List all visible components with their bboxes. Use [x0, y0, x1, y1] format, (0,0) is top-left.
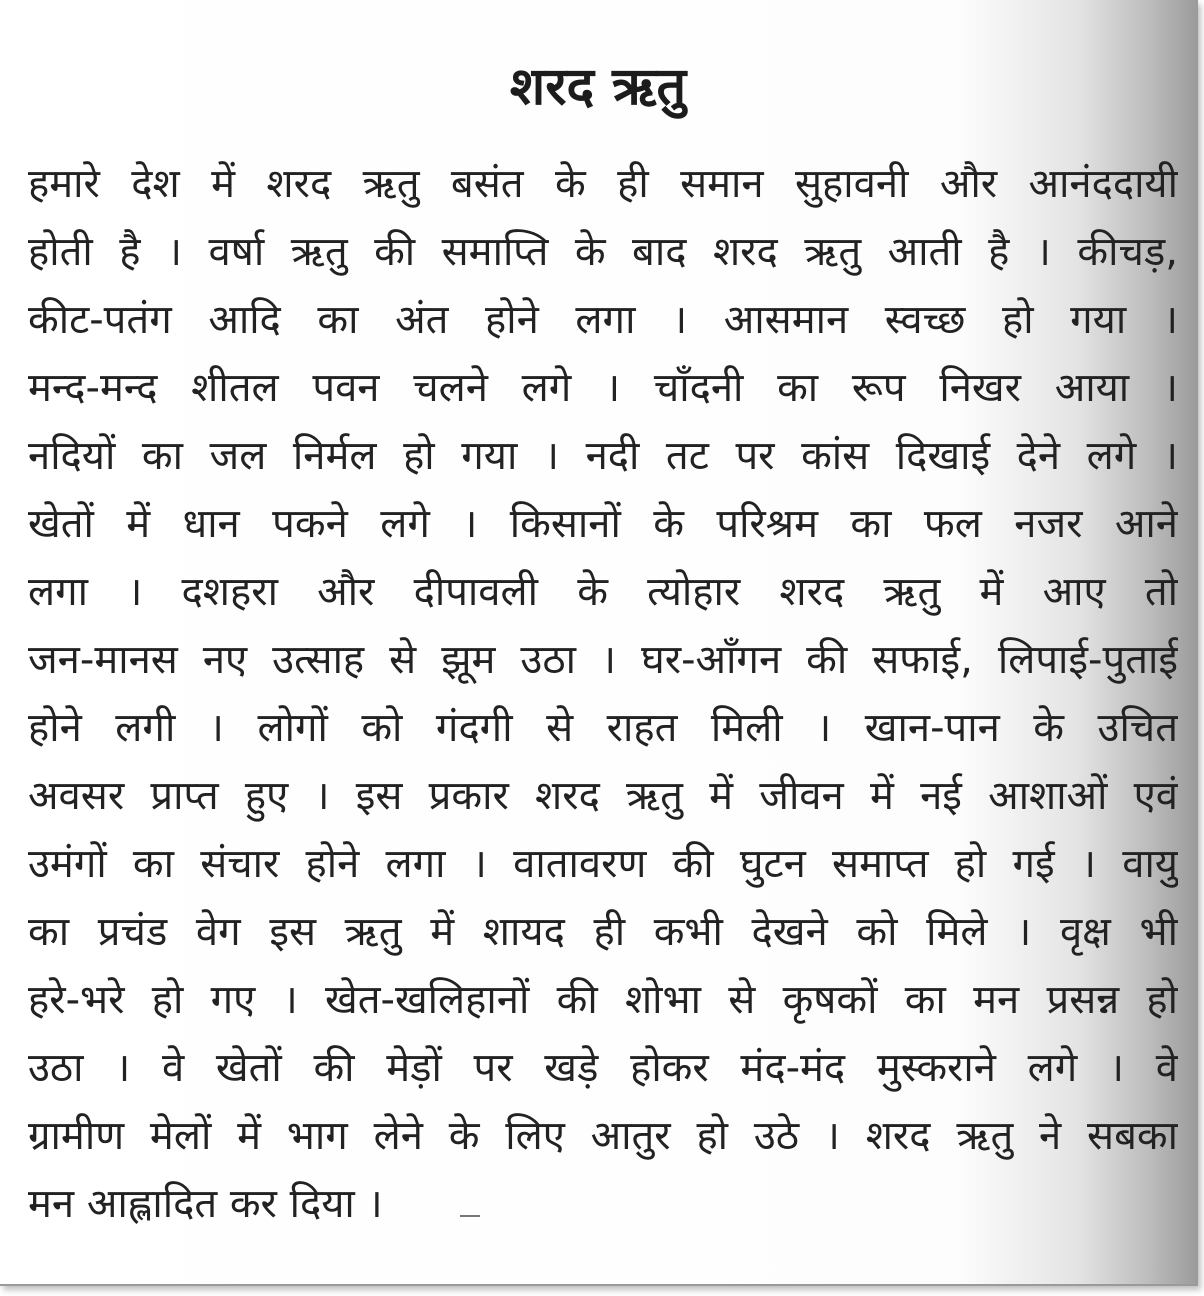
- text-line: होने लगी । लोगों को गंदगी से राहत मिली । खान-पान के उचित: [28, 705, 1178, 751]
- text-line: ग्रामीण मेलों में भाग लेने के लिए आतुर हो उठे । शरद ऋतु ने सबका: [28, 1113, 1178, 1159]
- text-line: मन्द-मन्द शीतल पवन चलने लगे । चाँदनी का रूप निखर आया ।: [28, 365, 1178, 411]
- text-line: अवसर प्राप्त हुए । इस प्रकार शरद ऋतु में जीवन में नई आशाओं एवं: [28, 773, 1178, 819]
- scan-mark: [460, 1215, 480, 1217]
- text-line: जन-मानस नए उत्साह से झूम उठा । घर-आँगन की सफाई, लिपाई-पुताई: [28, 637, 1178, 683]
- essay-body: [28, 150, 1178, 1238]
- text-line: लगा । दशहरा और दीपावली के त्योहार शरद ऋतु में आए तो: [28, 569, 1178, 615]
- text-line: नदियों का जल निर्मल हो गया । नदी तट पर कांस दिखाई देने लगे ।: [28, 433, 1178, 479]
- essay-title: शरद ऋतु: [509, 57, 687, 117]
- text-line: उमंगों का संचार होने लगा । वातावरण की घुटन समाप्त हो गई । वायु: [28, 841, 1178, 887]
- text-line: उठा । वे खेतों की मेड़ों पर खड़े होकर मंद-मंद मुस्कराने लगे । वे: [28, 1045, 1178, 1091]
- text-line: हरे-भरे हो गए । खेत-खलिहानों की शोभा से कृषकों का मन प्रसन्न हो: [28, 977, 1178, 1023]
- text-line: होती है । वर्षा ऋतु की समाप्ति के बाद शरद ऋतु आती है । कीचड़,: [28, 229, 1178, 275]
- text-line: का प्रचंड वेग इस ऋतु में शायद ही कभी देखने को मिले । वृक्ष भी: [28, 909, 1178, 955]
- text-line-last: मन आह्लादित कर दिया ।: [28, 1181, 383, 1227]
- text-line: हमारे देश में शरद ऋतु बसंत के ही समान सुहावनी और आनंददायी: [28, 161, 1178, 207]
- text-line: कीट-पतंग आदि का अंत होने लगा । आसमान स्वच्छ हो गया ।: [28, 297, 1178, 343]
- text-line: खेतों में धान पकने लगे । किसानों के परिश्रम का फल नजर आने: [28, 501, 1178, 547]
